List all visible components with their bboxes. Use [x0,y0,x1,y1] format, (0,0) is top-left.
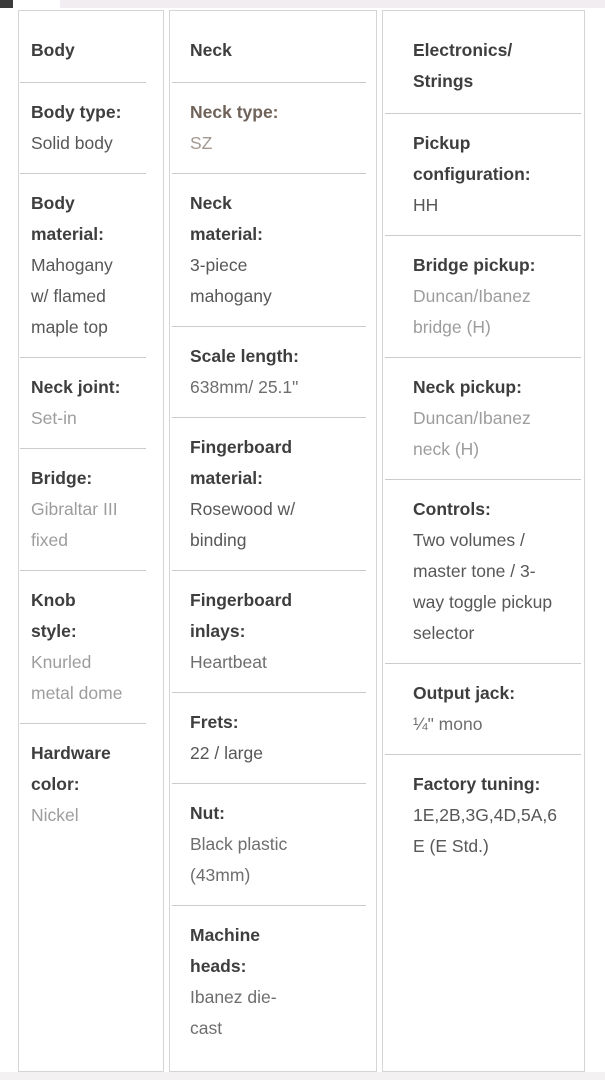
top-strip-dark-block [0,0,13,8]
spec-value: Ibanez die-cast [190,987,277,1038]
spec-value: Nickel [31,805,79,825]
spec-value: 3-piece mahogany [190,255,272,306]
spec-cell [383,358,584,479]
spec-label: Controls: [413,499,491,519]
spec-cell [19,174,163,357]
spec-cell [19,358,163,448]
spec-label: Bridge: [31,468,93,488]
spec-cell [170,906,376,1058]
spec-label: Output jack: [413,683,516,703]
spec-label: Nut: [190,803,225,823]
spec-label: Hardware color: [31,743,111,794]
spec-label: Fingerboard inlays: [190,590,293,641]
spec-column-electronics-strings [382,10,585,1072]
spec-value: Duncan/Ibanez bridge (H) [413,286,531,337]
column-header-cell [19,11,163,82]
spec-cell [170,784,376,905]
spec-label: Scale length: [190,346,299,366]
spec-label: Neck type: [190,102,279,122]
spec-cell [170,693,376,783]
spec-label: Neck joint: [31,377,121,397]
spec-value: 1E,2B,3G,4D,5A,6E (E Std.) [413,805,557,856]
column-header-electronics-strings: Electronics/Strings [413,40,513,91]
spec-value: 22 / large [190,743,263,763]
column-header-cell [170,11,376,82]
spec-value: Rosewood w/ binding [190,499,296,550]
spec-cell [170,174,376,326]
spec-cell [383,480,584,663]
spec-value: ¼" mono [413,714,483,734]
spec-label: Knob style: [31,590,77,641]
spec-label: Pickup configuration: [413,133,531,184]
spec-cell [19,571,163,723]
spec-value: 638mm/ 25.1" [190,377,299,397]
spec-value: Two volumes / master tone / 3-way toggle pickup selector [413,530,553,643]
spec-label: Body type: [31,102,122,122]
spec-value: Heartbeat [190,652,267,672]
spec-value: Solid body [31,133,113,153]
spec-cell [170,327,376,417]
spec-label: Neck material: [190,193,263,244]
spec-label: Factory tuning: [413,774,541,794]
spec-cell [19,724,163,845]
spec-cell [383,664,584,754]
spec-label: Bridge pickup: [413,255,536,275]
spec-cell [170,571,376,692]
spec-cell [170,83,376,173]
spec-value: Set-in [31,408,77,428]
column-header-cell [383,11,584,113]
spec-label: Fingerboard material: [190,437,293,488]
spec-label: Frets: [190,712,239,732]
spec-value: SZ [190,133,213,153]
column-header-body: Body [31,40,75,60]
spec-cell [383,236,584,357]
spec-value: Gibraltar III fixed [31,499,118,550]
spec-value: HH [413,195,439,215]
spec-cell [383,755,584,876]
spec-cell [19,449,163,570]
spec-value: Black plastic (43mm) [190,834,288,885]
spec-label: Machine heads: [190,925,261,976]
bottom-strip [0,1072,605,1080]
spec-cell [383,114,584,235]
spec-label: Body material: [31,193,104,244]
top-strip [0,0,605,8]
spec-value: Knurled metal dome [31,652,123,703]
spec-table [0,8,605,1072]
spec-cell [19,83,163,173]
column-header-neck: Neck [190,40,232,60]
spec-value: Duncan/Ibanez neck (H) [413,408,531,459]
spec-cell [170,418,376,570]
spec-column-body [18,10,164,1072]
spec-label: Neck pickup: [413,377,522,397]
top-strip-white-gap [13,0,60,8]
spec-value: Mahogany w/ flamed maple top [31,255,113,337]
spec-column-neck [169,10,377,1072]
